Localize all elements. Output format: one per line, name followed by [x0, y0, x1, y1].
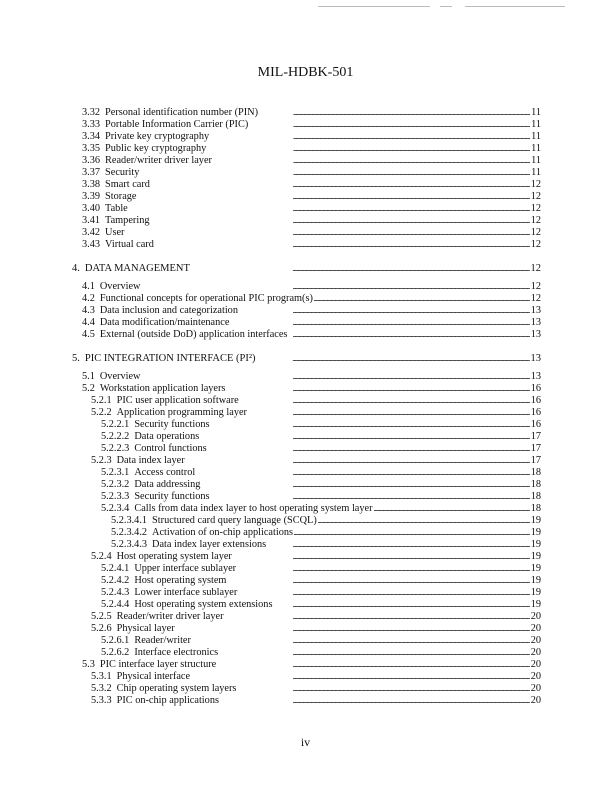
toc-entry-page: 16: [530, 407, 541, 418]
toc-entry-title: Interface electronics: [134, 647, 219, 658]
toc-entry-page: 12: [530, 215, 541, 226]
toc-entry[interactable]: [101, 491, 541, 503]
toc-entry-title: PIC interface layer structure: [99, 659, 217, 670]
toc-entry-page: 17: [530, 443, 541, 454]
toc-entry-number: 3.32: [82, 107, 101, 118]
dot-leader: [196, 467, 529, 479]
dot-leader: [314, 293, 530, 305]
toc-entry-page: 20: [530, 659, 541, 670]
toc-entry[interactable]: [91, 551, 541, 563]
toc-entry-number: 5.: [72, 353, 80, 364]
dot-leader: [220, 695, 530, 707]
toc-entry[interactable]: [91, 671, 541, 683]
toc-entry-page: 19: [530, 587, 541, 598]
toc-entry-title: Smart card: [105, 179, 150, 190]
dot-leader: [211, 491, 530, 503]
toc-entry-title: Lower interface sublayer: [134, 587, 238, 598]
toc-entry[interactable]: [82, 371, 541, 383]
toc-entry-page: 20: [530, 611, 541, 622]
toc-entry-page: 11: [531, 167, 541, 178]
dot-leader: [125, 227, 529, 239]
toc-entry-title: Reader/writer: [134, 635, 191, 646]
dot-leader: [200, 431, 529, 443]
toc-entry-page: 13: [530, 329, 541, 340]
toc-entry-number: 5.2.3.2: [101, 479, 130, 490]
toc-entry-number: 3.38: [82, 179, 101, 190]
dot-leader: [155, 239, 530, 251]
dot-leader: [138, 191, 530, 203]
toc-entry-title: Security functions: [134, 419, 210, 430]
toc-entry-page: 20: [530, 671, 541, 682]
toc-entry-title: Application programming layer: [116, 407, 247, 418]
dot-leader: [210, 131, 530, 143]
toc-entry-number: 5.2.3.4.3: [111, 539, 148, 550]
dot-leader: [240, 395, 530, 407]
toc-entry-title: Host operating system extensions: [134, 599, 273, 610]
toc-entry-page: 12: [530, 239, 541, 250]
toc-entry[interactable]: [101, 647, 541, 659]
toc-entry-number: 5.2.3.3: [101, 491, 130, 502]
toc-entry-page: 20: [530, 623, 541, 634]
dot-leader: [140, 167, 530, 179]
toc-entry[interactable]: [82, 227, 541, 239]
toc-entry-page: 12: [530, 263, 541, 274]
toc-entry[interactable]: [101, 587, 541, 599]
toc-entry-title: Data index layer: [116, 455, 185, 466]
dot-leader: [288, 329, 529, 341]
toc-entry-number: 5.2.3: [91, 455, 112, 466]
toc-entry-title: Chip operating system layers: [116, 683, 237, 694]
toc-entry-number: 3.33: [82, 119, 101, 130]
toc-entry-number: 5.2.4: [91, 551, 112, 562]
toc-entry-title: Data modification/maintenance: [99, 317, 230, 328]
dot-leader: [248, 407, 530, 419]
toc-entry-number: 3.39: [82, 191, 101, 202]
toc-entry-title: Storage: [105, 191, 137, 202]
dot-leader: [225, 611, 530, 623]
toc-entry-title: Public key cryptography: [105, 143, 207, 154]
toc-entry[interactable]: [82, 383, 541, 395]
toc-entry-title: Physical interface: [116, 671, 191, 682]
dot-leader: [374, 503, 530, 515]
toc-entry[interactable]: [82, 305, 541, 317]
toc-entry-title: Overview: [99, 371, 141, 382]
toc-entry-title: Personal identification number (PIN): [105, 107, 259, 118]
toc-entry-title: Private key cryptography: [105, 131, 210, 142]
page-number: iv: [300, 735, 311, 749]
dot-leader: [219, 647, 530, 659]
toc-entry-number: 5.2.5: [91, 611, 112, 622]
toc-entry[interactable]: [82, 659, 541, 671]
document-header: MIL-HDBK-501: [257, 65, 354, 80]
toc-entry-number: 4.5: [82, 329, 95, 340]
toc-entry-number: 4.1: [82, 281, 95, 292]
dot-leader: [227, 575, 529, 587]
toc-entry[interactable]: [111, 527, 541, 539]
toc-entry-page: 20: [530, 695, 541, 706]
toc-entry[interactable]: [91, 407, 541, 419]
toc-entry-page: 16: [530, 395, 541, 406]
toc-entry[interactable]: [101, 419, 541, 431]
toc-entry-title: Reader/writer driver layer: [116, 611, 224, 622]
dot-leader: [237, 683, 529, 695]
toc-entry[interactable]: [82, 107, 541, 119]
toc-entry[interactable]: [82, 167, 541, 179]
toc-entry[interactable]: [82, 179, 541, 191]
toc-entry-number: 5.2.3.4.1: [111, 515, 148, 526]
toc-entry-page: 18: [530, 479, 541, 490]
toc-entry[interactable]: [82, 329, 541, 341]
toc-entry[interactable]: [91, 611, 541, 623]
toc-entry-page: 12: [530, 203, 541, 214]
toc-entry[interactable]: [111, 515, 541, 527]
toc-entry-title: User: [105, 227, 125, 238]
toc-entry[interactable]: [91, 695, 541, 707]
toc-entry-title: Host operating system layer: [116, 551, 232, 562]
toc-entry-number: 3.34: [82, 131, 101, 142]
toc-entry[interactable]: [101, 563, 541, 575]
toc-entry-title: Portable Information Carrier (PIC): [105, 119, 249, 130]
toc-entry-number: 3.43: [82, 239, 101, 250]
toc-entry[interactable]: [82, 203, 541, 215]
toc-entry-title: PIC user application software: [116, 395, 239, 406]
dot-leader: [294, 527, 530, 539]
toc-entry[interactable]: [91, 623, 541, 635]
toc-entry-number: 4.: [72, 263, 80, 274]
toc-entry-page: 12: [530, 191, 541, 202]
toc-section-entry[interactable]: [72, 263, 541, 275]
toc-entry-page: 19: [530, 527, 541, 538]
dot-leader: [217, 659, 529, 671]
dot-leader: [273, 599, 529, 611]
dot-leader: [191, 671, 530, 683]
dot-leader: [267, 539, 530, 551]
toc-entry[interactable]: [82, 143, 541, 155]
toc-entry-title: Access control: [134, 467, 196, 478]
dot-leader: [207, 143, 530, 155]
toc-entry-page: 17: [530, 455, 541, 466]
toc-entry[interactable]: [82, 155, 541, 167]
toc-entry-number: 3.41: [82, 215, 101, 226]
toc-entry[interactable]: [91, 455, 541, 467]
toc-entry-page: 13: [530, 305, 541, 316]
dot-leader: [257, 353, 530, 365]
toc-entry-number: 5.3: [82, 659, 95, 670]
toc-entry-number: 4.3: [82, 305, 95, 316]
toc-entry[interactable]: [91, 683, 541, 695]
toc-entry-title: Reader/writer driver layer: [105, 155, 212, 166]
toc-entry-page: 18: [530, 467, 541, 478]
toc-entry-number: 5.2.2: [91, 407, 112, 418]
toc-entry-page: 20: [530, 635, 541, 646]
toc-entry[interactable]: [82, 293, 541, 305]
toc-entry-title: Host operating system: [134, 575, 227, 586]
toc-entry[interactable]: [82, 119, 541, 131]
toc-entry-number: 5.2.4.4: [101, 599, 130, 610]
toc-entry[interactable]: [111, 539, 541, 551]
toc-entry-number: 5.2.4.1: [101, 563, 130, 574]
toc-entry-title: Activation of on-chip applications: [152, 527, 294, 538]
toc-entry[interactable]: [91, 395, 541, 407]
toc-entry-page: 19: [530, 551, 541, 562]
toc-entry[interactable]: [82, 239, 541, 251]
toc-entry-page: 11: [531, 131, 541, 142]
toc-entry-title: Data operations: [134, 431, 200, 442]
dot-leader: [226, 383, 529, 395]
toc-entry-number: 5.3.3: [91, 695, 112, 706]
dot-leader: [233, 551, 530, 563]
toc-entry-title: Tampering: [105, 215, 150, 226]
toc-entry-page: 12: [530, 281, 541, 292]
toc-entry-title: Functional concepts for operational PIC program(s): [99, 293, 313, 304]
toc-entry[interactable]: [82, 317, 541, 329]
toc-entry-title: Data index layer extensions: [152, 539, 267, 550]
toc-entry-page: 19: [530, 599, 541, 610]
toc-entry-page: 18: [530, 491, 541, 502]
dot-leader: [151, 215, 530, 227]
toc-entry-number: 3.36: [82, 155, 101, 166]
toc-entry-number: 4.2: [82, 293, 95, 304]
toc-entry-title: Data addressing: [134, 479, 201, 490]
dot-leader: [318, 515, 530, 527]
toc-entry[interactable]: [101, 599, 541, 611]
toc-entry-number: 3.37: [82, 167, 101, 178]
dot-leader: [129, 203, 530, 215]
toc-entry-number: 5.2.2.1: [101, 419, 130, 430]
toc-entry-title: Upper interface sublayer: [134, 563, 237, 574]
toc-entry[interactable]: [101, 635, 541, 647]
toc-entry[interactable]: [101, 431, 541, 443]
toc-entry-number: 5.1: [82, 371, 95, 382]
toc-entry-number: 5.2.6: [91, 623, 112, 634]
toc-entry[interactable]: [101, 443, 541, 455]
dot-leader: [213, 155, 530, 167]
toc-entry-number: 5.2.6.2: [101, 647, 130, 658]
toc-entry-number: 3.35: [82, 143, 101, 154]
toc-entry-title: Overview: [99, 281, 141, 292]
toc-entry-page: 13: [530, 371, 541, 382]
toc-entry-number: 5.3.2: [91, 683, 112, 694]
toc-entry-page: 12: [530, 293, 541, 304]
toc-entry-page: 16: [530, 383, 541, 394]
dot-leader: [141, 281, 529, 293]
toc-entry-number: 5.2.3.4.2: [111, 527, 148, 538]
dot-leader: [208, 443, 530, 455]
dot-leader: [201, 479, 529, 491]
toc-entry-number: 5.2.1: [91, 395, 112, 406]
toc-entry-number: 5.2: [82, 383, 95, 394]
dot-leader: [186, 455, 530, 467]
toc-entry-page: 11: [531, 155, 541, 166]
toc-entry-title: Structured card query language (SCQL): [152, 515, 317, 526]
toc-entry[interactable]: [82, 191, 541, 203]
toc-entry[interactable]: [82, 215, 541, 227]
dot-leader: [176, 623, 530, 635]
toc-entry-number: 5.2.2.2: [101, 431, 130, 442]
dot-leader: [249, 119, 530, 131]
toc-entry[interactable]: [82, 131, 541, 143]
dot-leader: [230, 317, 529, 329]
toc-entry-page: 12: [530, 227, 541, 238]
toc-entry-page: 11: [531, 143, 541, 154]
toc-entry-number: 5.3.1: [91, 671, 112, 682]
scan-artifact: [440, 6, 452, 7]
scan-artifact: [318, 6, 430, 7]
toc-entry-page: 16: [530, 419, 541, 430]
dot-leader: [239, 305, 530, 317]
dot-leader: [191, 263, 530, 275]
toc-entry-title: External (outside DoD) application interfaces: [99, 329, 288, 340]
toc-entry-number: 5.2.3.1: [101, 467, 130, 478]
toc-entry-title: Table: [105, 203, 128, 214]
toc-entry-number: 5.2.4.2: [101, 575, 130, 586]
toc-entry-page: 19: [530, 515, 541, 526]
toc-entry-title: Physical layer: [116, 623, 175, 634]
toc-entry-title: Security functions: [134, 491, 210, 502]
toc-entry-page: 19: [530, 563, 541, 574]
toc-entry[interactable]: [101, 467, 541, 479]
toc-section-entry[interactable]: [72, 353, 541, 365]
toc-entry-page: 13: [530, 353, 541, 364]
toc-entry-page: 19: [530, 575, 541, 586]
toc-entry-title: Security: [105, 167, 140, 178]
scan-artifact: [465, 6, 565, 7]
toc-entry-number: 5.2.2.3: [101, 443, 130, 454]
toc-entry-number: 4.4: [82, 317, 95, 328]
toc-entry-title: PIC on-chip applications: [116, 695, 219, 706]
toc-entry-title: PIC INTEGRATION INTERFACE (PI²): [84, 353, 256, 364]
toc-entry-page: 20: [530, 647, 541, 658]
toc-entry-title: Virtual card: [105, 239, 154, 250]
toc-entry-number: 3.40: [82, 203, 101, 214]
toc-entry-title: Calls from data index layer to host operating system layer: [134, 503, 373, 514]
dot-leader: [238, 587, 529, 599]
toc-entry-page: 17: [530, 431, 541, 442]
dot-leader: [192, 635, 530, 647]
toc-entry-number: 5.2.4.3: [101, 587, 130, 598]
toc-entry[interactable]: [101, 575, 541, 587]
toc-entry-page: 13: [530, 317, 541, 328]
toc-entry-page: 11: [531, 107, 541, 118]
toc-entry-page: 11: [531, 119, 541, 130]
dot-leader: [237, 563, 530, 575]
toc-entry-number: 5.2.3.4: [101, 503, 130, 514]
toc-entry-page: 19: [530, 539, 541, 550]
toc-entry-title: Workstation application layers: [99, 383, 226, 394]
toc-entry-title: Control functions: [134, 443, 207, 454]
dot-leader: [211, 419, 530, 431]
toc-entry-page: 12: [530, 179, 541, 190]
dot-leader: [141, 371, 529, 383]
toc-entry-page: 20: [530, 683, 541, 694]
toc-entry-title: Data inclusion and categorization: [99, 305, 238, 316]
dot-leader: [151, 179, 530, 191]
toc-entry[interactable]: [101, 479, 541, 491]
dot-leader: [259, 107, 530, 119]
toc-entry-page: 18: [530, 503, 541, 514]
toc-entry-title: DATA MANAGEMENT: [84, 263, 190, 274]
toc-entry[interactable]: [82, 281, 541, 293]
toc-entry-number: 5.2.6.1: [101, 635, 130, 646]
toc-entry[interactable]: [101, 503, 541, 515]
toc-entry-number: 3.42: [82, 227, 101, 238]
